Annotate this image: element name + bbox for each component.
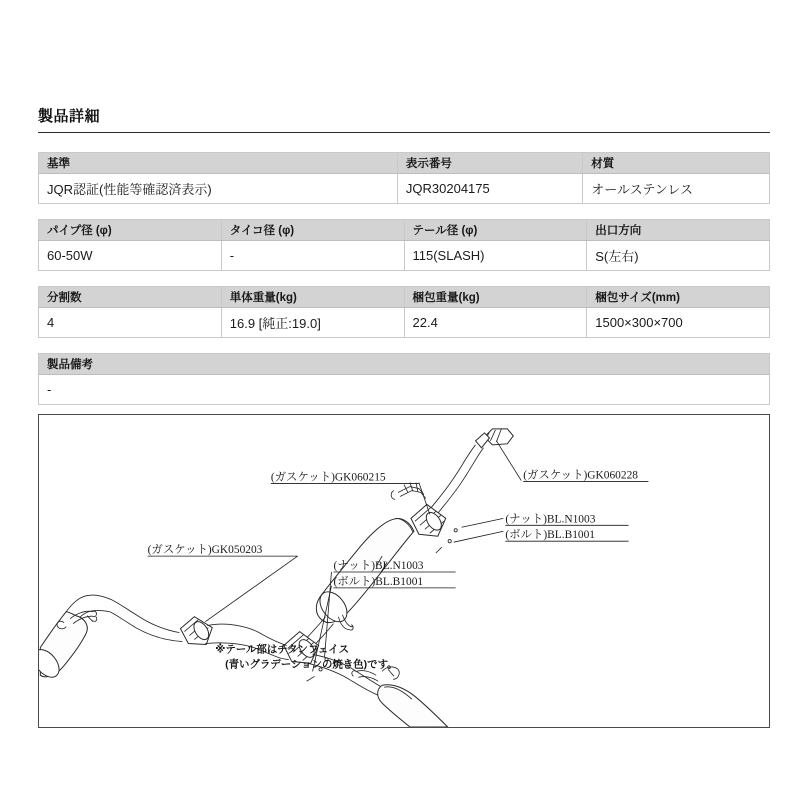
label-nut-upper: (ナット)BL.N1003 (505, 513, 596, 526)
spec-table-diameter (38, 219, 770, 271)
right-tail-muffler (352, 667, 448, 727)
value-split-count: 4 (39, 308, 222, 338)
value-taiko-diameter: - (221, 241, 404, 271)
exhaust-system-diagram (39, 415, 769, 727)
value-outlet-direction: S(左右) (587, 241, 770, 271)
table-row (39, 308, 770, 338)
table-header-row (39, 354, 770, 375)
column-header-taiko-diameter: タイコ径 (φ) (221, 220, 404, 241)
title-divider (38, 132, 770, 133)
column-header-outlet-direction: 出口方向 (587, 220, 770, 241)
section-header (38, 108, 770, 133)
exhaust-diagram-panel (38, 414, 770, 728)
value-package-size: 1500×300×700 (587, 308, 770, 338)
label-nut-lower: (ナット)BL.N1003 (333, 560, 424, 573)
label-bolt-lower: (ボルト)BL.B1001 (333, 575, 424, 588)
spec-table-standard (38, 152, 770, 204)
table-row (39, 174, 770, 204)
table-header-row (39, 287, 770, 308)
value-material: オールステンレス (583, 174, 770, 204)
joint-clamp-lower-left (180, 617, 212, 645)
value-pipe-diameter: 60-50W (39, 241, 222, 271)
table-header-row (39, 220, 770, 241)
table-row (39, 375, 770, 405)
table-header-row (39, 153, 770, 174)
spec-table-weight (38, 286, 770, 338)
label-gasket-gk060215: (ガスケット)GK060215 (270, 471, 386, 484)
spec-table-remarks (38, 353, 770, 405)
table-row (39, 241, 770, 271)
column-header-tail-diameter: テール径 (φ) (404, 220, 587, 241)
value-package-weight: 22.4 (404, 308, 587, 338)
note-line-1: ※テール部はチタンフェイス (215, 644, 350, 656)
value-unit-weight: 16.9 [純正:19.0] (221, 308, 404, 338)
page-title: 製品詳細 (38, 108, 101, 125)
note-line-2: (青いグラデーションの焼き色)です。 (225, 659, 398, 671)
column-header-remarks: 製品備考 (39, 354, 770, 375)
value-display-number: JQR30204175 (397, 174, 582, 204)
left-tail-muffler (39, 611, 97, 682)
column-header-pipe-diameter: パイプ径 (φ) (39, 220, 222, 241)
hanger-bracket-upper (391, 483, 426, 500)
value-tail-diameter: 115(SLASH) (404, 241, 587, 271)
column-header-material: 材質 (583, 153, 770, 174)
front-pipe-upper (430, 429, 513, 513)
column-header-standard: 基準 (39, 153, 398, 174)
value-standard: JQR認証(性能等確認済表示) (39, 174, 398, 204)
label-gasket-gk060228: (ガスケット)GK060228 (523, 469, 638, 482)
column-header-split-count: 分割数 (39, 287, 222, 308)
value-remarks: - (39, 375, 770, 405)
column-header-display-number: 表示番号 (397, 153, 582, 174)
column-header-unit-weight: 単体重量(kg) (221, 287, 404, 308)
column-header-package-size: 梱包サイズ(mm) (587, 287, 770, 308)
center-silencer (314, 518, 413, 630)
label-gasket-gk050203: (ガスケット)GK050203 (147, 544, 263, 557)
label-bolt-upper: (ボルト)BL.B1001 (505, 529, 596, 542)
column-header-package-weight: 梱包重量(kg) (404, 287, 587, 308)
